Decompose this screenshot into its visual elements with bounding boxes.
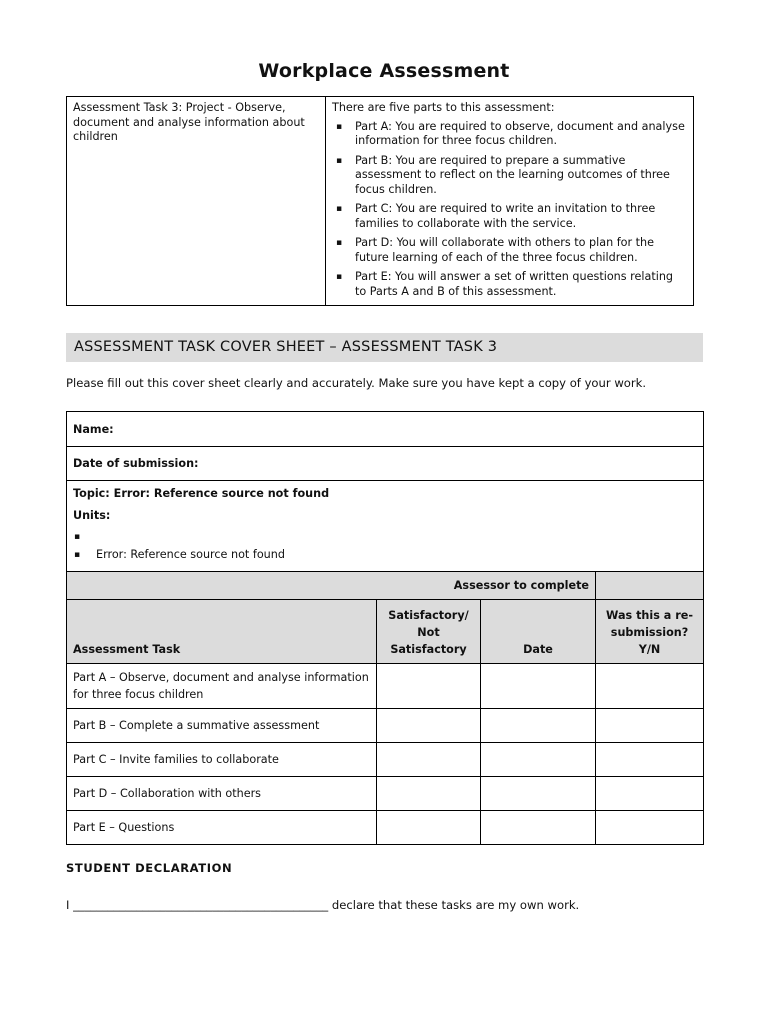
list-item <box>332 202 687 231</box>
satisfactory-cell[interactable] <box>377 811 481 845</box>
square-bullet-icon: ▪ <box>74 532 81 542</box>
task-overview-table <box>66 96 694 306</box>
assessor-to-complete-header: Assessor to complete <box>67 572 596 600</box>
part-b-task-cell: Part B – Complete a summative assessment <box>67 709 377 743</box>
resubmission-cell[interactable] <box>596 777 704 811</box>
student-declaration-title: STUDENT DECLARATION <box>66 861 233 875</box>
part-e-text: Part E: You will answer a set of written questions relating to Parts A and B of this assessment. <box>355 270 674 298</box>
resubmission-cell[interactable] <box>596 709 704 743</box>
list-item <box>332 120 687 149</box>
square-bullet-icon: ▪ <box>336 155 343 166</box>
satisfactory-cell[interactable] <box>377 709 481 743</box>
name-field[interactable] <box>67 412 704 447</box>
empty-header-cell <box>596 572 704 600</box>
parts-intro: There are five parts to this assessment: <box>332 101 555 114</box>
square-bullet-icon: ▪ <box>74 550 81 560</box>
date-cell[interactable] <box>481 811 596 845</box>
units-label: Units: <box>73 509 111 522</box>
list-item <box>332 236 687 265</box>
square-bullet-icon: ▪ <box>336 121 343 132</box>
cover-sheet-heading: ASSESSMENT TASK COVER SHEET – ASSESSMENT TASK 3 <box>66 333 703 362</box>
student-declaration-text[interactable]: I ____________________________________________ declare that these tasks are my own work. <box>66 898 580 912</box>
topic-text: Topic: Error: Reference source not found <box>73 487 330 500</box>
date-of-submission-label: Date of submission: <box>73 457 199 470</box>
square-bullet-icon: ▪ <box>336 238 343 248</box>
table-row <box>67 709 704 743</box>
name-label: Name: <box>73 422 114 436</box>
resubmission-cell[interactable] <box>596 664 704 709</box>
list-item <box>332 154 687 198</box>
task-parts-cell <box>326 97 694 306</box>
satisfactory-cell[interactable] <box>377 777 481 811</box>
part-a-task-cell: Part A – Observe, document and analyse information for three focus children <box>67 664 377 709</box>
date-cell[interactable] <box>481 709 596 743</box>
part-b-text: Part B: You are required to prepare a summative assessment to reflect on the learning outcomes of three focus children. <box>355 153 670 196</box>
satisfactory-column-header: Satisfactory/ Not Satisfactory <box>377 600 481 664</box>
task-label-cell <box>67 97 326 306</box>
satisfactory-cell[interactable] <box>377 664 481 709</box>
table-row <box>67 743 704 777</box>
task-label: Assessment Task 3: Project - Observe, document and analyse information about children <box>73 101 305 143</box>
square-bullet-icon: ▪ <box>336 204 343 214</box>
date-cell[interactable] <box>481 743 596 777</box>
date-column-header: Date <box>481 600 596 664</box>
resubmission-column-header: Was this a re-submission? Y/N <box>596 600 704 664</box>
date-of-submission-field[interactable] <box>67 447 704 481</box>
unit-text: Error: Reference source not found <box>96 548 285 561</box>
list-item <box>73 527 697 545</box>
list-item <box>73 545 697 565</box>
table-row <box>67 777 704 811</box>
page-title: Workplace Assessment <box>258 60 510 82</box>
part-a-text: Part A: You are required to observe, document and analyse information for three focus children. <box>355 119 685 147</box>
resubmission-cell[interactable] <box>596 811 704 845</box>
square-bullet-icon: ▪ <box>336 272 343 282</box>
part-d-task-cell: Part D – Collaboration with others <box>67 777 377 811</box>
topic-units-cell <box>67 481 704 572</box>
cover-sheet-table <box>66 411 704 845</box>
units-list <box>73 527 697 565</box>
list-item <box>332 270 687 299</box>
part-d-text: Part D: You will collaborate with others to plan for the future learning of each of the three focus children. <box>355 236 655 264</box>
table-row <box>67 811 704 845</box>
date-cell[interactable] <box>481 664 596 709</box>
resubmission-cell[interactable] <box>596 743 704 777</box>
parts-list <box>332 120 687 300</box>
table-row <box>67 664 704 709</box>
part-e-task-cell: Part E – Questions <box>67 811 377 845</box>
cover-intro-text: Please fill out this cover sheet clearly and accurately. Make sure you have kept a copy of your work. <box>66 376 647 390</box>
part-c-task-cell: Part C – Invite families to collaborate <box>67 743 377 777</box>
assessment-task-column-header: Assessment Task <box>67 600 377 664</box>
part-c-text: Part C: You are required to write an invitation to three families to collaborate with the service. <box>355 202 656 230</box>
date-cell[interactable] <box>481 777 596 811</box>
satisfactory-cell[interactable] <box>377 743 481 777</box>
